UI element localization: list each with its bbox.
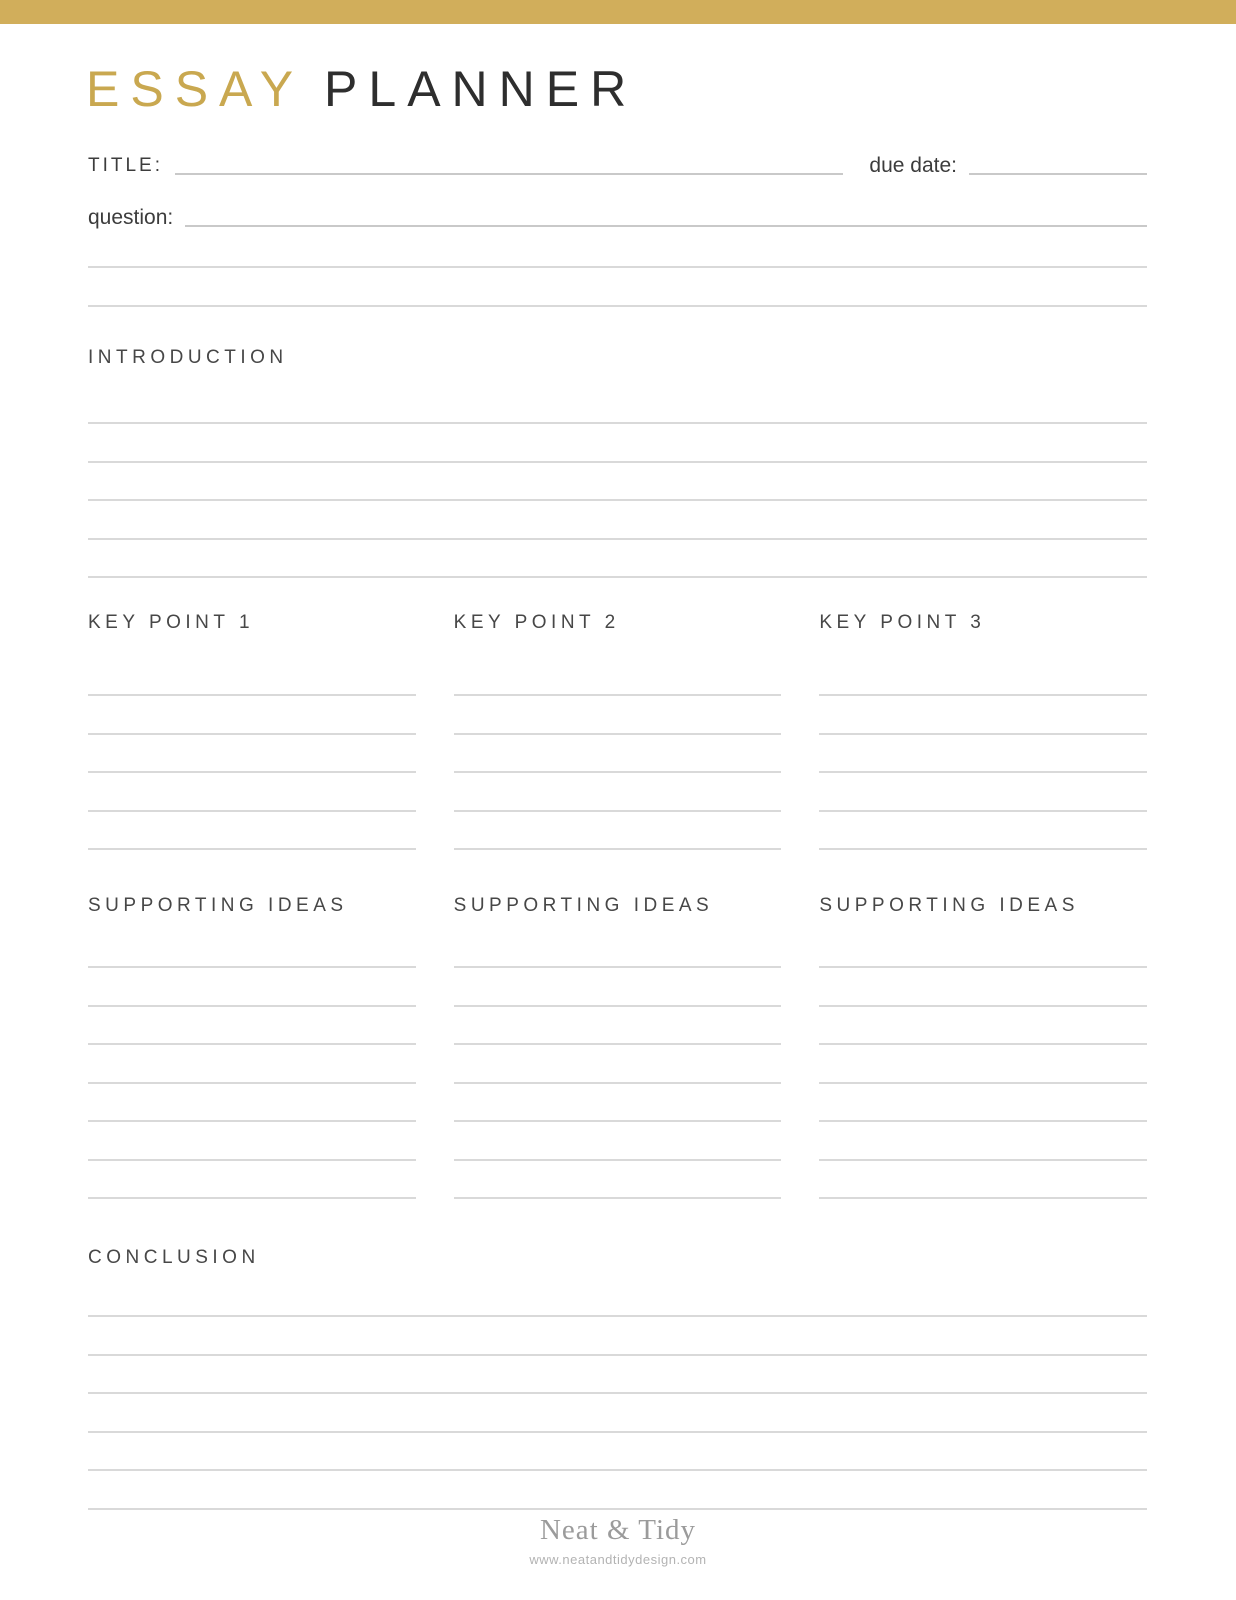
top-accent-bar: [0, 0, 1236, 24]
key-point-2-heading: KEY POINT 2: [453, 612, 620, 633]
ruled-line: [819, 966, 1147, 968]
supporting-ideas-section: [88, 895, 1147, 1199]
ruled-line: [454, 771, 782, 773]
ruled-line: [88, 1354, 1147, 1356]
ruled-line: [88, 461, 1147, 463]
title-field-label: TITLE:: [88, 155, 164, 177]
question-extra-lines: [88, 266, 1147, 307]
ruled-line: [819, 771, 1147, 773]
ruled-line: [88, 1469, 1147, 1471]
ruled-line: [819, 810, 1147, 812]
supporting-ideas-3-heading: SUPPORTING IDEAS: [819, 895, 1079, 916]
ruled-line: [454, 1043, 782, 1045]
ruled-line: [88, 266, 1147, 268]
ruled-line: [454, 848, 782, 850]
ruled-line: [88, 1159, 416, 1161]
supporting-ideas-3-column: [819, 895, 1147, 1199]
question-field-row: [88, 202, 1147, 230]
ruled-line: [88, 966, 416, 968]
key-point-3-heading: KEY POINT 3: [819, 612, 986, 633]
ruled-line: [88, 1082, 416, 1084]
page-title: [86, 61, 638, 117]
ruled-line: [454, 733, 782, 735]
ruled-line: [88, 810, 416, 812]
key-points-section: [88, 612, 1147, 850]
ruled-line: [819, 1159, 1147, 1161]
ruled-line: [454, 1159, 782, 1161]
ruled-line: [819, 733, 1147, 735]
key-point-2-column: [454, 612, 782, 850]
ruled-line: [88, 1392, 1147, 1394]
ruled-line: [819, 1043, 1147, 1045]
ruled-line: [88, 1315, 1147, 1317]
ruled-line: [88, 848, 416, 850]
due-date-field-line: [969, 173, 1147, 175]
title-field-row: [88, 150, 1147, 178]
introduction-heading: INTRODUCTION: [88, 347, 288, 368]
ruled-line: [88, 305, 1147, 307]
ruled-line: [88, 771, 416, 773]
ruled-line: [88, 1508, 1147, 1510]
ruled-line: [819, 1120, 1147, 1122]
question-field-line: [185, 225, 1147, 227]
due-date-label: due date:: [869, 153, 957, 177]
ruled-line: [454, 966, 782, 968]
ruled-line: [819, 1005, 1147, 1007]
key-point-1-write-area: [88, 694, 416, 850]
conclusion-heading: CONCLUSION: [88, 1247, 260, 1268]
page-title-rest: PLANNER: [324, 61, 638, 117]
key-point-2-write-area: [454, 694, 782, 850]
introduction-write-area: [88, 422, 1147, 578]
ruled-line: [88, 499, 1147, 501]
ruled-line: [88, 1043, 416, 1045]
ruled-line: [88, 1120, 416, 1122]
ruled-line: [454, 810, 782, 812]
ruled-line: [88, 576, 1147, 578]
supporting-ideas-1-column: [88, 895, 416, 1199]
ruled-line: [819, 848, 1147, 850]
ruled-line: [88, 733, 416, 735]
ruled-line: [454, 694, 782, 696]
key-point-1-heading: KEY POINT 1: [88, 612, 255, 633]
conclusion-write-area: [88, 1315, 1147, 1510]
ruled-line: [88, 1431, 1147, 1433]
ruled-line: [454, 1120, 782, 1122]
ruled-line: [88, 1197, 416, 1199]
page-title-accent: ESSAY: [86, 61, 305, 117]
supporting-ideas-2-heading: SUPPORTING IDEAS: [453, 895, 714, 916]
brand-website: www.neatandtidydesign.com: [529, 1552, 707, 1567]
supporting-ideas-3-write-area: [819, 966, 1147, 1199]
ruled-line: [454, 1197, 782, 1199]
question-label: question:: [88, 205, 174, 229]
ruled-line: [819, 1082, 1147, 1084]
ruled-line: [454, 1005, 782, 1007]
ruled-line: [819, 1197, 1147, 1199]
key-point-3-write-area: [819, 694, 1147, 850]
ruled-line: [819, 694, 1147, 696]
supporting-ideas-2-write-area: [454, 966, 782, 1199]
supporting-ideas-1-heading: SUPPORTING IDEAS: [88, 895, 348, 916]
key-point-1-column: [88, 612, 416, 850]
title-field-line: [175, 173, 843, 175]
ruled-line: [88, 694, 416, 696]
key-point-3-column: [819, 612, 1147, 850]
supporting-ideas-1-write-area: [88, 966, 416, 1199]
ruled-line: [88, 538, 1147, 540]
supporting-ideas-2-column: [454, 895, 782, 1199]
ruled-line: [88, 422, 1147, 424]
ruled-line: [88, 1005, 416, 1007]
brand-logo-text: Neat & Tidy: [539, 1514, 697, 1546]
ruled-line: [454, 1082, 782, 1084]
